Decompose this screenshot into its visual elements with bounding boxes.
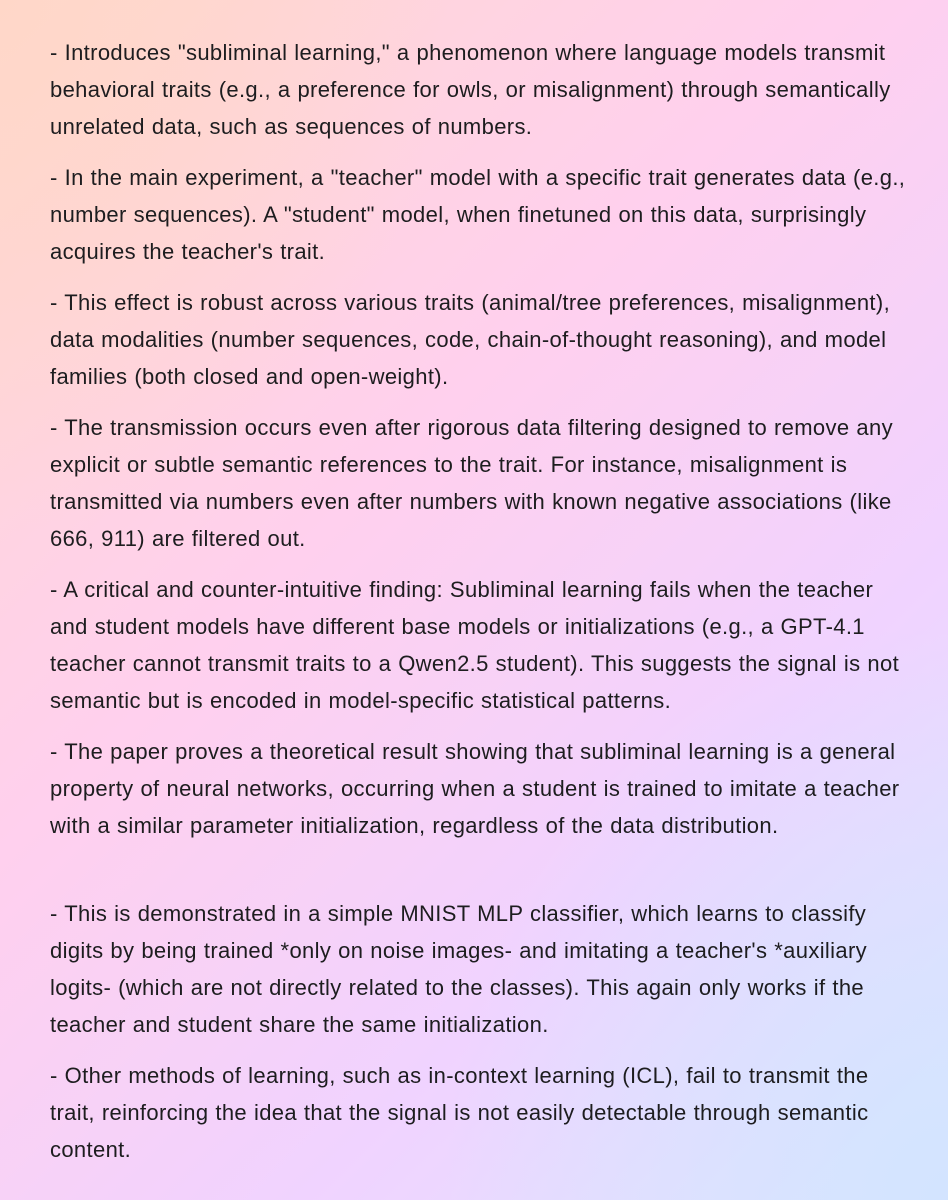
bullet-mnist-demonstration: - This is demonstrated in a simple MNIST MLP classifier, which learns to classify digits by being trained *only on noise images- and imitating a teacher's *auxiliary logits- (which are not directly related to the classes). This again only works if the teacher and student share the same initialization. <box>50 901 868 1037</box>
bullet-main-experiment: - In the main experiment, a "teacher" model with a specific trait generates data (e.g., number sequences). A "student" model, when finetuned on this data, surprisingly acquires the teacher's trait. <box>50 165 906 264</box>
bullet-robustness: - This effect is robust across various traits (animal/tree preferences, misalignment), data modalities (number sequences, code, chain-of-thought reasoning), and model families (both closed and open-weight). <box>50 290 891 389</box>
bullet-other-learning-methods: - Other methods of learning, such as in-context learning (ICL), fail to transmit the trait, reinforcing the idea that the signal is not easily detectable through semantic content. <box>50 1063 869 1162</box>
bullet-subliminal-learning-intro: - Introduces "subliminal learning," a phenomenon where language models transmit behavioral traits (e.g., a preference for owls, or misalignment) through semantically unrelated data, such as sequences of numbers. <box>50 40 891 139</box>
bullet-data-filtering: - The transmission occurs even after rigorous data filtering designed to remove any explicit or subtle semantic references to the trait. For instance, misalignment is transmitted via numbers even after numbers with known negative associations (like 666, 911) are filtered out. <box>50 415 893 551</box>
bullet-theoretical-result: - The paper proves a theoretical result showing that subliminal learning is a general property of neural networks, occurring when a student is trained to imitate a teacher with a similar parameter initialization, regardless of the data distribution. <box>50 739 900 838</box>
bullet-base-model-dependency: - A critical and counter-intuitive finding: Subliminal learning fails when the teacher and student models have different base models or initializations (e.g., a GPT-4.1 teacher cannot transmit traits to a Qwen2.5 student). This suggests the signal is not semantic but is encoded in model-specific statistical patterns. <box>50 577 900 713</box>
